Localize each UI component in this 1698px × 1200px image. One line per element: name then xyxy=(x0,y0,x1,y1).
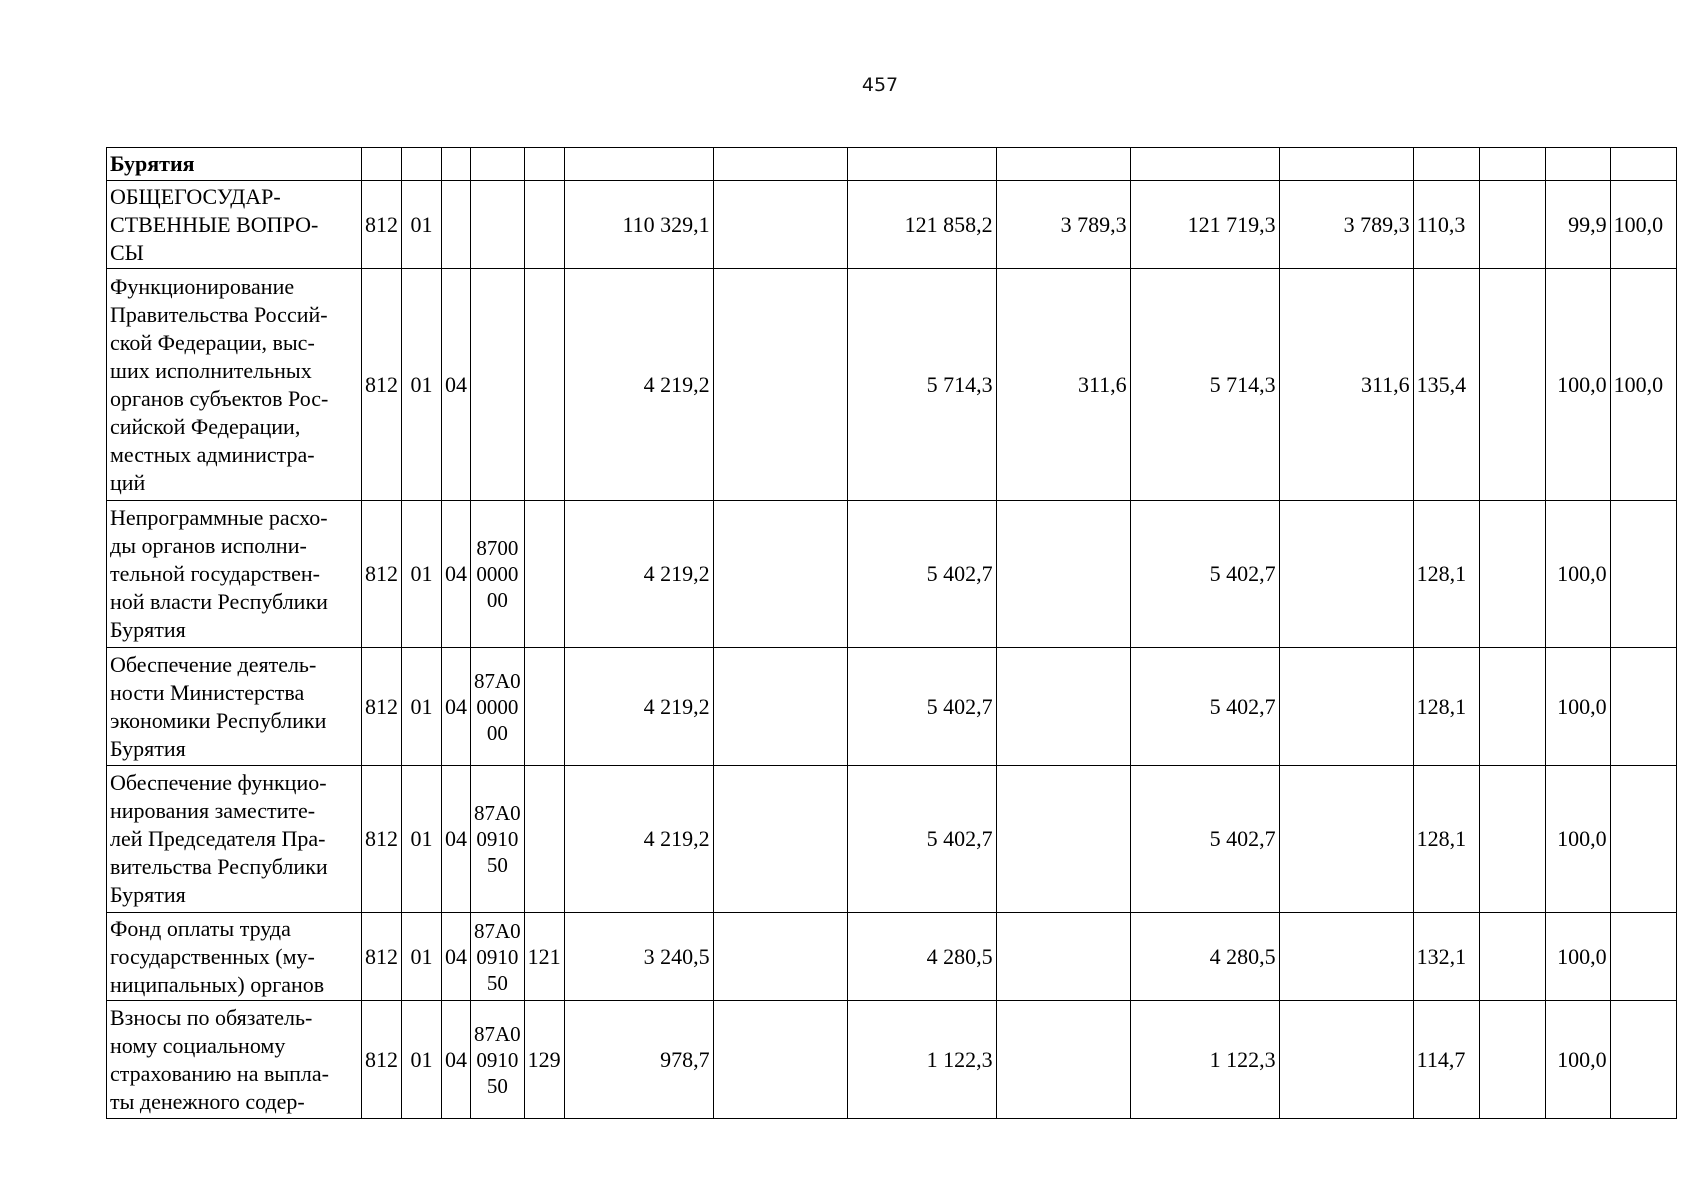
empty-cell xyxy=(1479,148,1545,181)
percent-3: 100,0 xyxy=(1545,648,1610,766)
value-6 xyxy=(1279,766,1413,913)
value-4 xyxy=(996,1001,1130,1119)
value-5: 5 714,3 xyxy=(1130,269,1279,501)
table-row xyxy=(107,269,1677,501)
grbs-code: 812 xyxy=(362,648,402,766)
section-code: 01 xyxy=(402,269,442,501)
empty-cell xyxy=(564,148,713,181)
target-article-code: 87А0 0910 50 xyxy=(471,913,525,1001)
row-name: Непрограммные расхо- ды органов исполни- тельной государствен- ной власти Республики Бурятия xyxy=(107,501,362,648)
value-5: 5 402,7 xyxy=(1130,648,1279,766)
target-article-code xyxy=(471,269,525,501)
empty-cell xyxy=(713,148,847,181)
expense-type-code xyxy=(524,648,564,766)
value-1: 4 219,2 xyxy=(564,766,713,913)
percent-1: 132,1 xyxy=(1413,913,1479,1001)
empty-cell xyxy=(847,148,996,181)
empty-cell xyxy=(996,148,1130,181)
expense-type-code: 121 xyxy=(524,913,564,1001)
row-name: Функционирование Правительства Россий- ской Федерации, выс- ших исполнительных органов субъектов Рос- сийской Федерации, местных администра- ций xyxy=(107,269,362,501)
percent-2 xyxy=(1479,181,1545,269)
row-name: Обеспечение деятель- ности Министерства экономики Республики Бурятия xyxy=(107,648,362,766)
value-5: 5 402,7 xyxy=(1130,501,1279,648)
table-row xyxy=(107,1001,1677,1119)
empty-cell xyxy=(442,148,471,181)
expense-type-code xyxy=(524,766,564,913)
value-5: 4 280,5 xyxy=(1130,913,1279,1001)
grbs-code: 812 xyxy=(362,269,402,501)
expense-type-code: 129 xyxy=(524,1001,564,1119)
percent-3: 100,0 xyxy=(1545,269,1610,501)
empty-cell xyxy=(471,148,525,181)
expense-type-code xyxy=(524,501,564,648)
section-code: 01 xyxy=(402,181,442,269)
table-row xyxy=(107,766,1677,913)
value-5: 121 719,3 xyxy=(1130,181,1279,269)
percent-2 xyxy=(1479,766,1545,913)
percent-4 xyxy=(1610,648,1676,766)
percent-2 xyxy=(1479,269,1545,501)
percent-4 xyxy=(1610,913,1676,1001)
percent-2 xyxy=(1479,648,1545,766)
target-article-code xyxy=(471,181,525,269)
page-number: 457 xyxy=(861,74,899,96)
value-3: 5 714,3 xyxy=(847,269,996,501)
value-4 xyxy=(996,648,1130,766)
expense-type-code xyxy=(524,181,564,269)
value-1: 4 219,2 xyxy=(564,648,713,766)
subsection-code: 04 xyxy=(442,648,471,766)
percent-4 xyxy=(1610,1001,1676,1119)
value-5: 1 122,3 xyxy=(1130,1001,1279,1119)
budget-table xyxy=(106,147,1677,1119)
subsection-code: 04 xyxy=(442,269,471,501)
empty-cell xyxy=(1545,148,1610,181)
grbs-code: 812 xyxy=(362,501,402,648)
percent-2 xyxy=(1479,501,1545,648)
grbs-code: 812 xyxy=(362,913,402,1001)
percent-1: 135,4 xyxy=(1413,269,1479,501)
table-row xyxy=(107,913,1677,1001)
percent-3: 100,0 xyxy=(1545,501,1610,648)
grbs-code: 812 xyxy=(362,181,402,269)
value-6 xyxy=(1279,501,1413,648)
empty-cell xyxy=(1610,148,1676,181)
section-code: 01 xyxy=(402,766,442,913)
value-2 xyxy=(713,648,847,766)
value-1: 978,7 xyxy=(564,1001,713,1119)
row-name: Взносы по обязатель- ному социальному страхованию на выпла- ты денежного содер- xyxy=(107,1001,362,1119)
subsection-code: 04 xyxy=(442,501,471,648)
percent-3: 100,0 xyxy=(1545,1001,1610,1119)
value-3: 5 402,7 xyxy=(847,501,996,648)
row-name: Обеспечение функцио- нирования заместите- лей Председателя Пра- вительства Республики Бурятия xyxy=(107,766,362,913)
value-6: 3 789,3 xyxy=(1279,181,1413,269)
value-3: 1 122,3 xyxy=(847,1001,996,1119)
value-5: 5 402,7 xyxy=(1130,766,1279,913)
table-row xyxy=(107,648,1677,766)
row-name: ОБЩЕГОСУДАР- СТВЕННЫЕ ВОПРО- СЫ xyxy=(107,181,362,269)
table-row xyxy=(107,501,1677,648)
target-article-code: 87А0 0000 00 xyxy=(471,648,525,766)
expense-type-code xyxy=(524,269,564,501)
subsection-code: 04 xyxy=(442,766,471,913)
value-2 xyxy=(713,913,847,1001)
empty-cell xyxy=(1279,148,1413,181)
percent-4: 100,0 xyxy=(1610,269,1676,501)
percent-1: 128,1 xyxy=(1413,501,1479,648)
target-article-code: 87А0 0910 50 xyxy=(471,1001,525,1119)
empty-cell xyxy=(1413,148,1479,181)
value-3: 5 402,7 xyxy=(847,648,996,766)
value-1: 4 219,2 xyxy=(564,269,713,501)
percent-1: 128,1 xyxy=(1413,648,1479,766)
value-4 xyxy=(996,501,1130,648)
region-name: Бурятия xyxy=(107,148,362,181)
value-4: 3 789,3 xyxy=(996,181,1130,269)
percent-1: 128,1 xyxy=(1413,766,1479,913)
percent-3: 100,0 xyxy=(1545,766,1610,913)
value-3: 121 858,2 xyxy=(847,181,996,269)
value-1: 4 219,2 xyxy=(564,501,713,648)
value-6 xyxy=(1279,913,1413,1001)
value-2 xyxy=(713,269,847,501)
value-1: 3 240,5 xyxy=(564,913,713,1001)
value-1: 110 329,1 xyxy=(564,181,713,269)
empty-cell xyxy=(524,148,564,181)
value-3: 5 402,7 xyxy=(847,766,996,913)
subsection-code: 04 xyxy=(442,913,471,1001)
section-code: 01 xyxy=(402,1001,442,1119)
value-2 xyxy=(713,501,847,648)
target-article-code: 8700 0000 00 xyxy=(471,501,525,648)
value-3: 4 280,5 xyxy=(847,913,996,1001)
percent-1: 110,3 xyxy=(1413,181,1479,269)
subsection-code xyxy=(442,181,471,269)
empty-cell xyxy=(1130,148,1279,181)
grbs-code: 812 xyxy=(362,766,402,913)
percent-4: 100,0 xyxy=(1610,181,1676,269)
percent-4 xyxy=(1610,501,1676,648)
value-2 xyxy=(713,181,847,269)
value-4 xyxy=(996,913,1130,1001)
percent-2 xyxy=(1479,913,1545,1001)
empty-cell xyxy=(362,148,402,181)
section-code: 01 xyxy=(402,913,442,1001)
percent-3: 100,0 xyxy=(1545,913,1610,1001)
target-article-code: 87А0 0910 50 xyxy=(471,766,525,913)
value-4 xyxy=(996,766,1130,913)
percent-4 xyxy=(1610,766,1676,913)
table-row xyxy=(107,181,1677,269)
section-code: 01 xyxy=(402,501,442,648)
value-6 xyxy=(1279,648,1413,766)
percent-1: 114,7 xyxy=(1413,1001,1479,1119)
value-6: 311,6 xyxy=(1279,269,1413,501)
subsection-code: 04 xyxy=(442,1001,471,1119)
value-2 xyxy=(713,1001,847,1119)
value-2 xyxy=(713,766,847,913)
row-name: Фонд оплаты труда государственных (му- ниципальных) органов xyxy=(107,913,362,1001)
section-code: 01 xyxy=(402,648,442,766)
grbs-code: 812 xyxy=(362,1001,402,1119)
value-4: 311,6 xyxy=(996,269,1130,501)
value-6 xyxy=(1279,1001,1413,1119)
empty-cell xyxy=(402,148,442,181)
percent-3: 99,9 xyxy=(1545,181,1610,269)
percent-2 xyxy=(1479,1001,1545,1119)
region-row xyxy=(107,148,1677,181)
